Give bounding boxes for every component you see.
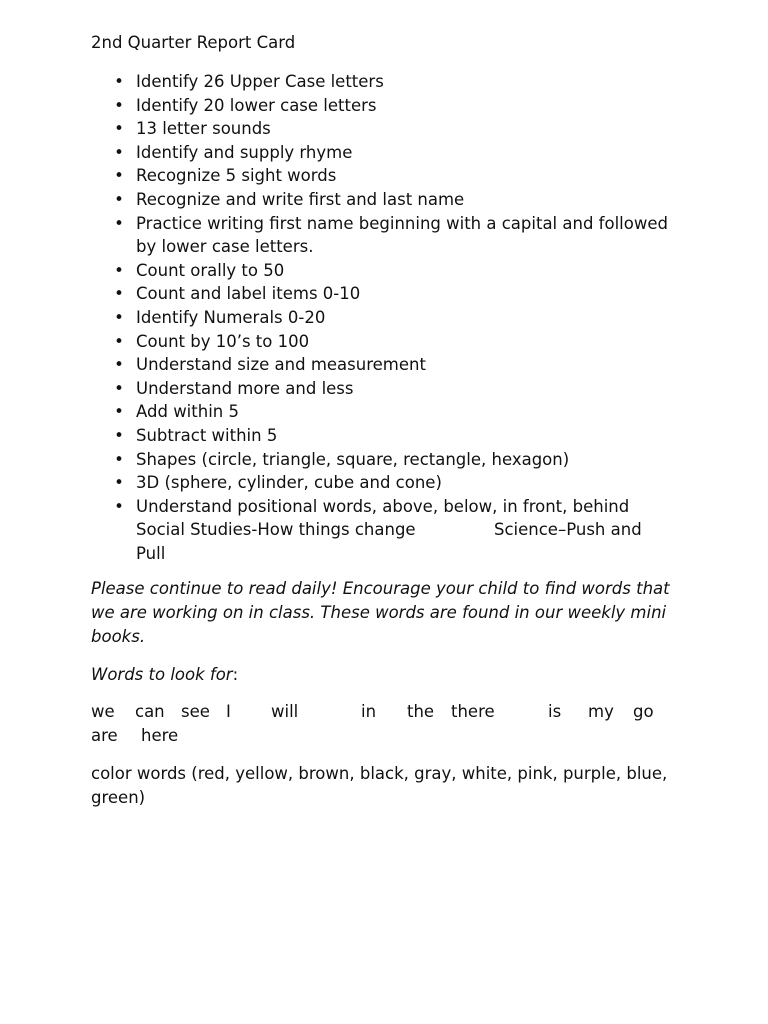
sight-word: go — [633, 702, 654, 721]
sight-word: can — [135, 702, 165, 721]
skill-text: Understand more and less — [136, 378, 354, 398]
sight-word: in — [361, 702, 377, 721]
bullet-icon: • — [114, 260, 124, 280]
list-item — [91, 188, 681, 212]
bullet-icon: • — [114, 213, 124, 233]
bullet-icon: • — [114, 473, 124, 493]
skill-text: Identify 26 Upper Case letters — [136, 72, 384, 91]
skill-text: Practice writing first name beginning with a capital and followed by lower case letters. — [136, 213, 668, 257]
sight-word: will — [271, 702, 299, 721]
words-to-look-for-label — [91, 663, 691, 687]
sight-word: we — [91, 702, 115, 721]
list-item — [91, 424, 681, 448]
skill-text: Understand size and measurement — [136, 355, 426, 375]
bullet-icon: • — [114, 307, 124, 327]
list-item — [91, 306, 681, 330]
look-for-colon: : — [232, 665, 239, 684]
bullet-icon: • — [114, 72, 124, 91]
skill-text: Identify and supply rhyme — [136, 142, 353, 162]
bullet-icon: • — [114, 496, 124, 516]
skill-text: Shapes (circle, triangle, square, rectangle, hexagon) — [136, 449, 570, 469]
sight-word: here — [141, 726, 179, 745]
skill-text: Recognize 5 sight words — [136, 166, 337, 186]
skill-text: Identify Numerals 0-20 — [136, 307, 326, 327]
list-item — [91, 164, 681, 188]
list-item — [91, 282, 681, 306]
sight-word: I — [226, 702, 231, 721]
list-item — [91, 70, 681, 94]
subjects-line — [91, 518, 696, 542]
skill-text: Recognize and write first and last name — [136, 189, 465, 209]
skill-text: Add within 5 — [136, 402, 239, 422]
skill-text: 13 letter sounds — [136, 119, 271, 139]
list-item — [91, 117, 681, 141]
list-item — [91, 471, 681, 495]
encourage-paragraph: Please continue to read daily! Encourage your child to find words that we are working on in class. These words are found in our weekly mini books. — [91, 579, 670, 646]
skill-text: Identify 20 lower case letters — [136, 95, 377, 115]
bullet-icon: • — [114, 166, 124, 186]
list-item — [91, 259, 681, 283]
bullet-icon: • — [114, 402, 124, 422]
bullet-icon: • — [114, 331, 124, 351]
list-item — [91, 212, 681, 259]
science-text-continued: Pull — [136, 543, 166, 563]
list-item — [91, 141, 681, 165]
bullet-icon: • — [114, 189, 124, 209]
skill-text: Understand positional words, above, below, in front, behind — [136, 496, 630, 516]
sight-word: there — [451, 702, 495, 721]
sight-words — [91, 700, 671, 748]
list-item — [91, 353, 681, 377]
list-item — [91, 400, 681, 424]
sight-word: the — [407, 702, 435, 721]
list-item — [91, 495, 681, 519]
bullet-icon: • — [114, 378, 124, 398]
skill-text: Count and label items 0-10 — [136, 284, 361, 304]
bullet-icon: • — [114, 142, 124, 162]
list-item — [91, 330, 681, 354]
skill-text: Subtract within 5 — [136, 425, 278, 445]
skill-text: Count by 10’s to 100 — [136, 331, 310, 351]
social-studies-text: Social Studies-How things change — [136, 520, 416, 540]
skill-text: 3D (sphere, cylinder, cube and cone) — [136, 473, 442, 493]
skills-list — [91, 70, 681, 565]
bullet-icon: • — [114, 284, 124, 304]
sight-word: see — [181, 702, 210, 721]
list-item — [91, 377, 681, 401]
sight-word: are — [91, 726, 118, 745]
bullet-icon: • — [114, 95, 124, 115]
list-item — [91, 94, 681, 118]
skill-text: Count orally to 50 — [136, 260, 285, 280]
science-text: Science–Push and — [494, 520, 642, 540]
bullet-icon: • — [114, 449, 124, 469]
bullet-icon: • — [114, 355, 124, 375]
bullet-icon: • — [114, 119, 124, 139]
bullet-icon: • — [114, 425, 124, 445]
color-words-paragraph: color words (red, yellow, brown, black, gray, white, pink, purple, blue, green) — [91, 764, 668, 807]
list-item — [91, 448, 681, 472]
look-for-label-text: Words to look for — [91, 665, 233, 684]
page-title: 2nd Quarter Report Card — [91, 33, 296, 52]
sight-word: my — [588, 702, 614, 721]
sight-word: is — [548, 702, 562, 721]
